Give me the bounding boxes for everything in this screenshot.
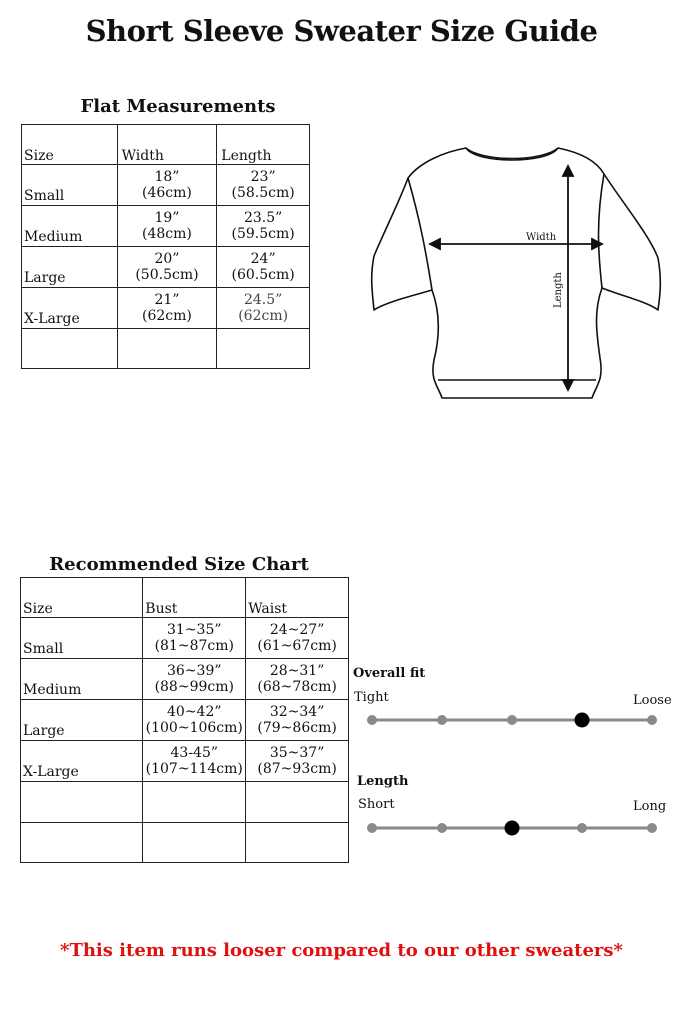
size-cell: X-Large — [22, 288, 118, 329]
size-cell: X-Large — [21, 741, 143, 782]
length-fit-selected-marker — [505, 821, 520, 836]
length-label: Length — [553, 272, 564, 308]
column-header-size: Size — [22, 125, 118, 165]
waist-cell: 32~34” (79~86cm) — [246, 700, 349, 741]
overall-fit-step-dot — [367, 715, 377, 725]
width-label: Width — [526, 232, 557, 243]
bust-cell: 31~35” (81~87cm) — [143, 618, 246, 659]
size-cell: Small — [21, 618, 143, 659]
overall-fit-step-dot — [647, 715, 657, 725]
sweater-right-seam — [599, 174, 605, 288]
column-header-width: Width — [117, 125, 217, 165]
waist-cell: 35~37” (87~93cm) — [246, 741, 349, 782]
size-cell: Medium — [22, 206, 118, 247]
length-cell: 24.5” (62cm) — [217, 288, 310, 329]
length-cell: 23” (58.5cm) — [217, 165, 310, 206]
length-fit-step-dot — [577, 823, 587, 833]
length-arrow — [563, 166, 573, 390]
bust-cell: 40~42” (100~106cm) — [143, 700, 246, 741]
width-cell: 20” (50.5cm) — [117, 247, 217, 288]
overall-fit-step-dot — [437, 715, 447, 725]
sweater-diagram — [360, 140, 660, 420]
table-row — [22, 206, 310, 247]
overall-fit-selected-marker — [575, 713, 590, 728]
table-row — [22, 288, 310, 329]
table-row — [21, 618, 349, 659]
table-row — [22, 247, 310, 288]
column-header-length: Length — [217, 125, 310, 165]
size-cell: Large — [21, 700, 143, 741]
table-row-empty — [21, 823, 349, 863]
size-cell: Large — [22, 247, 118, 288]
table-row — [21, 741, 349, 782]
length-fit-step-dot — [437, 823, 447, 833]
flat-measurements-heading: Flat Measurements — [80, 96, 276, 117]
column-header-size: Size — [21, 578, 143, 618]
waist-cell: 28~31” (68~78cm) — [246, 659, 349, 700]
length-fit-title: Length — [357, 774, 409, 789]
length-cell: 23.5” (59.5cm) — [217, 206, 310, 247]
width-cell: 19” (48cm) — [117, 206, 217, 247]
column-header-bust: Bust — [143, 578, 246, 618]
overall-fit-left-label: Tight — [354, 690, 389, 705]
table-row — [22, 165, 310, 206]
overall-fit-right-label: Loose — [633, 693, 672, 708]
width-arrow — [430, 239, 602, 249]
table-row-empty — [22, 329, 310, 369]
overall-fit-title: Overall fit — [353, 666, 426, 681]
size-cell: Medium — [21, 659, 143, 700]
recommended-size-heading: Recommended Size Chart — [49, 554, 309, 575]
table-row — [21, 700, 349, 741]
width-cell: 18” (46cm) — [117, 165, 217, 206]
table-row — [21, 659, 349, 700]
waist-cell: 24~27” (61~67cm) — [246, 618, 349, 659]
length-fit-step-dot — [647, 823, 657, 833]
flat-measurements-table — [21, 124, 310, 369]
page-title: Short Sleeve Sweater Size Guide — [85, 14, 598, 48]
length-cell: 24” (60.5cm) — [217, 247, 310, 288]
recommended-size-table — [20, 577, 349, 863]
sweater-outline — [372, 148, 661, 398]
column-header-waist: Waist — [246, 578, 349, 618]
length-fit-step-dot — [367, 823, 377, 833]
overall-fit-scale — [360, 705, 660, 735]
length-fit-scale — [360, 813, 660, 843]
overall-fit-step-dot — [507, 715, 517, 725]
width-cell: 21” (62cm) — [117, 288, 217, 329]
bust-cell: 43-45” (107~114cm) — [143, 741, 246, 782]
length-fit-right-label: Long — [633, 799, 667, 814]
sweater-left-seam — [408, 178, 432, 290]
length-fit-left-label: Short — [358, 797, 395, 812]
size-cell: Small — [22, 165, 118, 206]
table-row-empty — [21, 782, 349, 823]
bust-cell: 36~39” (88~99cm) — [143, 659, 246, 700]
fit-note: *This item runs looser compared to our other sweaters* — [60, 940, 623, 961]
